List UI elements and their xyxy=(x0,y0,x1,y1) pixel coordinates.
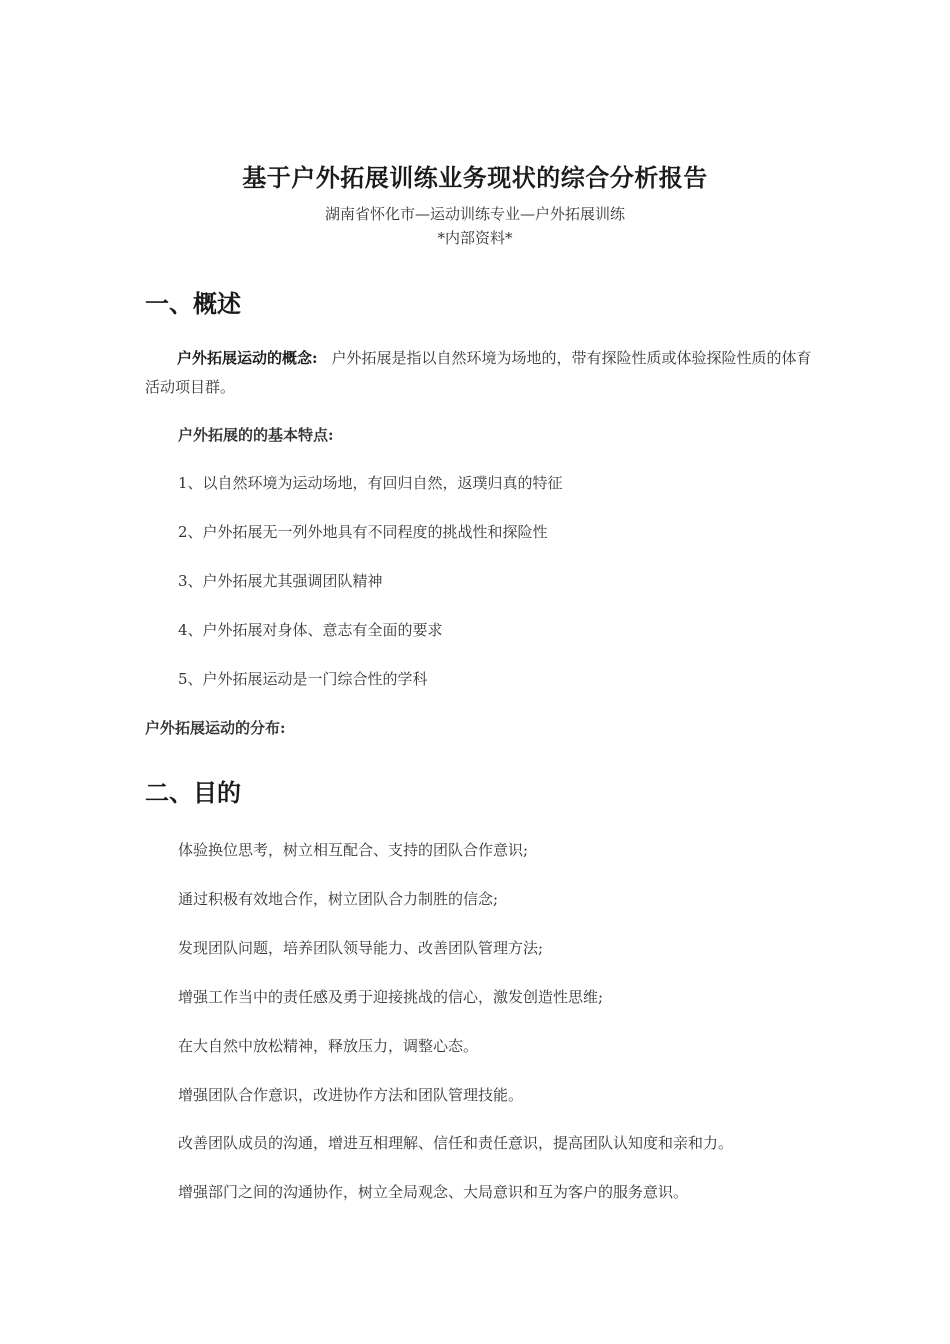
feature-item: 1、以自然环境为运动场地，有回归自然，返璞归真的特征 xyxy=(178,474,563,492)
concept-paragraph xyxy=(145,344,815,402)
concept-label: 户外拓展运动的概念: xyxy=(177,349,318,367)
purpose-item: 增强工作当中的责任感及勇于迎接挑战的信心，激发创造性思维; xyxy=(178,988,604,1006)
document-subtitle: 湖南省怀化市—运动训练专业—户外拓展训练 xyxy=(324,205,625,223)
purpose-item: 增强团队合作意识，改进协作方法和团队管理技能。 xyxy=(178,1086,524,1104)
purpose-item: 发现团队问题，培养团队领导能力、改善团队管理方法; xyxy=(178,939,544,957)
section-heading-purpose: 二、目的 xyxy=(145,779,241,807)
feature-item: 5、户外拓展运动是一门综合性的学科 xyxy=(178,670,428,688)
purpose-item: 在大自然中放松精神，释放压力，调整心态。 xyxy=(178,1037,479,1055)
purpose-item: 体验换位思考，树立相互配合、支持的团队合作意识; xyxy=(178,841,529,859)
purpose-item: 增强部门之间的沟通协作，树立全局观念、大局意识和互为客户的服务意识。 xyxy=(178,1183,689,1201)
internal-note: *内部资料* xyxy=(437,229,513,247)
features-label: 户外拓展的的基本特点: xyxy=(178,426,334,444)
feature-item: 2、户外拓展无一列外地具有不同程度的挑战性和探险性 xyxy=(178,523,548,541)
purpose-item: 通过积极有效地合作，树立团队合力制胜的信念; xyxy=(178,890,499,908)
purpose-item: 改善团队成员的沟通，增进互相理解、信任和责任意识，提高团队认知度和亲和力。 xyxy=(178,1134,734,1152)
section-heading-overview: 一、概述 xyxy=(145,290,241,318)
document-title: 基于户外拓展训练业务现状的综合分析报告 xyxy=(242,163,708,192)
distribution-label: 户外拓展运动的分布: xyxy=(145,719,286,737)
feature-item: 3、户外拓展尤其强调团队精神 xyxy=(178,572,383,590)
concept-text: 户外拓展是指以自然环境为场地的，带有探险性质或体验探险性质的体育活动项目群。 xyxy=(145,349,812,396)
feature-item: 4、户外拓展对身体、意志有全面的要求 xyxy=(178,621,443,639)
